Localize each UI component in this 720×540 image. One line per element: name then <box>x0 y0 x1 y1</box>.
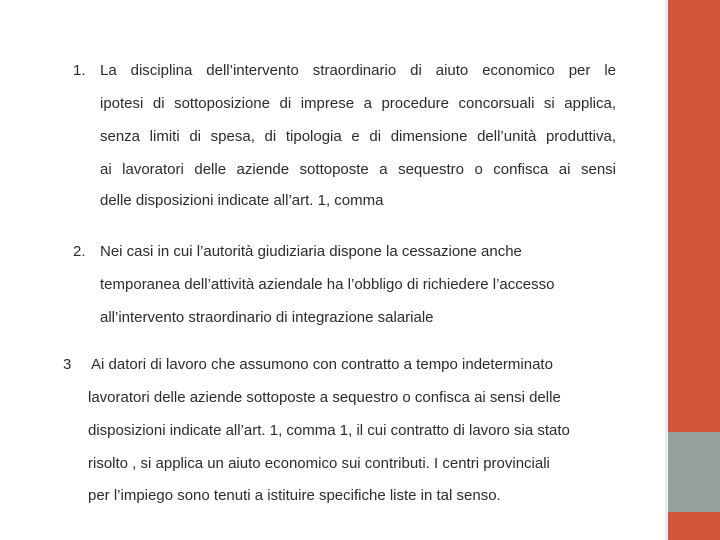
list-item-line: temporanea dell’attività aziendale ha l’obbligo di richiedere l’accesso <box>100 276 555 293</box>
list-item-line: Ai datori di lavoro che assumono con contratto a tempo indeterminato <box>91 356 553 373</box>
list-item-line: risolto , si applica un aiuto economico sui contributi. I centri provinciali <box>88 455 550 472</box>
list-item-line: disposizioni indicate all’art. 1, comma 1, il cui contratto di lavoro sia stato <box>88 422 570 439</box>
list-item-line: Nei casi in cui l’autorità giudiziaria dispone la cessazione anche <box>100 243 522 260</box>
accent-bar-top <box>668 0 720 432</box>
list-number: 3 <box>63 356 72 373</box>
accent-bar-middle <box>668 432 720 512</box>
accent-bar-bottom <box>668 512 720 540</box>
list-item-line: all’intervento straordinario di integrazione salariale <box>100 309 434 326</box>
list-number: 2. <box>73 243 86 260</box>
list-item-line: delle disposizioni indicate all’art. 1, comma <box>100 192 384 209</box>
list-item-line: ai lavoratori delle aziende sottoposte a sequestro o confisca ai sensi <box>100 161 616 178</box>
list-item-line: senza limiti di spesa, di tipologia e di dimensione dell’unità produttiva, <box>100 128 616 145</box>
list-number: 1. <box>73 62 86 79</box>
list-item-line: per l’impiego sono tenuti a istituire specifiche liste in tal senso. <box>88 487 501 504</box>
list-item-line: ipotesi di sottoposizione di imprese a procedure concorsuali si applica, <box>100 95 616 112</box>
list-item-line: La disciplina dell’intervento straordinario di aiuto economico per le <box>100 62 616 79</box>
list-item-line: lavoratori delle aziende sottoposte a sequestro o confisca ai sensi delle <box>88 389 561 406</box>
